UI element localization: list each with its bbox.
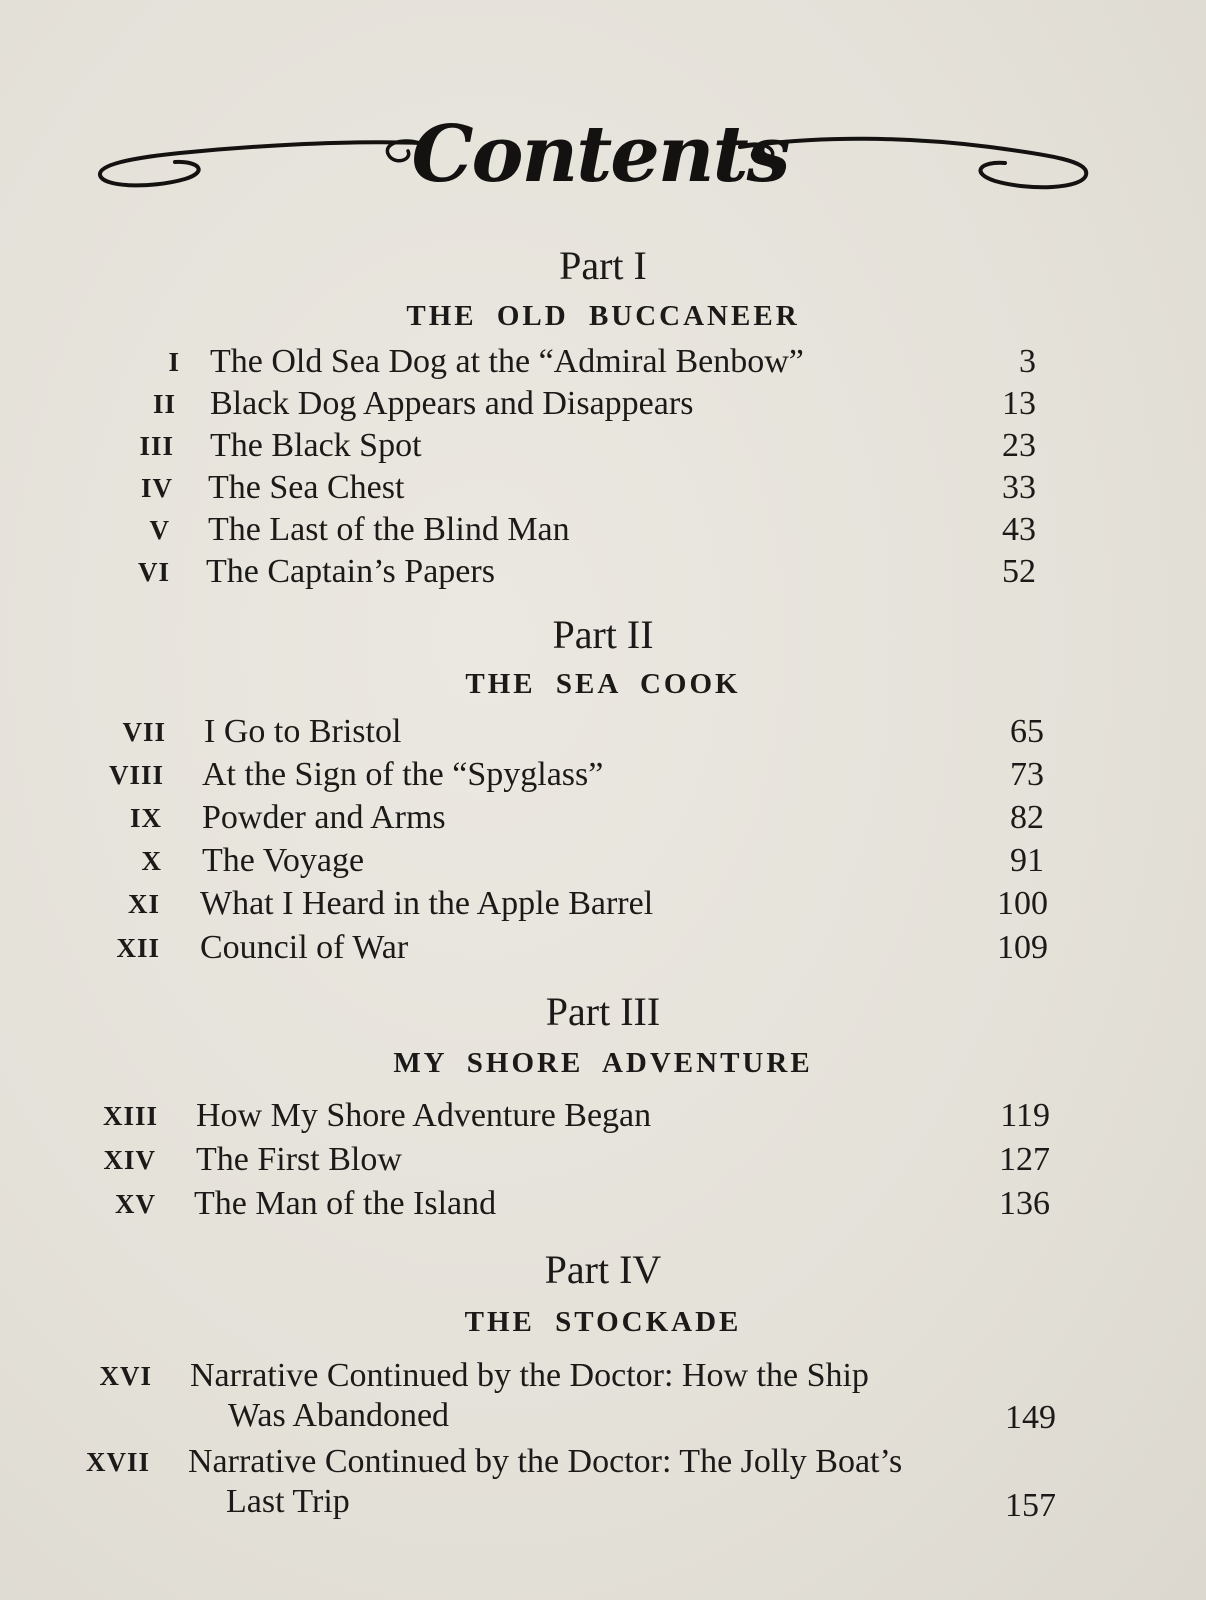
chapter-number: IX	[129, 803, 162, 833]
chapter-number: II	[152, 389, 176, 419]
page-number: 3	[1019, 343, 1036, 380]
chapter-title: The Last of the Blind Man	[208, 511, 570, 548]
chapter-title: The Man of the Island	[194, 1185, 497, 1222]
page-number: 33	[1002, 469, 1036, 506]
toc-entry[interactable]	[0, 839, 1206, 883]
chapter-title: Council of War	[200, 929, 409, 966]
toc-entry[interactable]	[0, 340, 1206, 384]
chapter-title: Black Dog Appears and Disappears	[210, 385, 694, 422]
chapter-number: IV	[140, 473, 173, 503]
chapter-number: X	[141, 846, 162, 876]
chapter-number: XVI	[99, 1361, 152, 1391]
part-title: Part IV	[544, 1247, 662, 1292]
toc-entry[interactable]	[0, 882, 1206, 926]
chapter-title: At the Sign of the “Spyglass”	[202, 756, 604, 793]
toc-entry[interactable]	[0, 753, 1206, 797]
page-number: 91	[1010, 842, 1044, 879]
contents-heading	[90, 95, 1110, 215]
chapter-title: Powder and Arms	[202, 799, 446, 836]
part-title: Part I	[559, 243, 647, 288]
page-number: 149	[1005, 1399, 1056, 1436]
page-number: 100	[997, 885, 1048, 922]
chapter-number: III	[139, 431, 174, 461]
toc-entry[interactable]	[0, 550, 1206, 594]
chapter-title-continued: Was Abandoned	[228, 1397, 450, 1434]
chapter-title: The Captain’s Papers	[206, 553, 495, 590]
chapter-title: How My Shore Adventure Began	[196, 1097, 652, 1134]
page-number: 119	[1000, 1097, 1050, 1134]
chapter-number: VIII	[108, 760, 164, 790]
chapter-title: The Old Sea Dog at the “Admiral Benbow”	[210, 343, 804, 380]
toc-entry[interactable]	[0, 1138, 1206, 1182]
page-number: 136	[999, 1185, 1050, 1222]
toc-entry[interactable]	[0, 1354, 1206, 1438]
chapter-number: XIV	[103, 1145, 156, 1175]
page-number: 157	[1005, 1487, 1056, 1524]
chapter-number: XI	[127, 889, 160, 919]
part-title: Part II	[552, 612, 654, 657]
chapter-title: Narrative Continued by the Doctor: How the Ship	[190, 1357, 869, 1394]
page-number: 65	[1010, 713, 1044, 750]
chapter-title: Narrative Continued by the Doctor: The Jolly Boat’s	[188, 1443, 903, 1480]
toc-entry[interactable]	[0, 1440, 1206, 1524]
chapter-number: V	[149, 515, 170, 545]
toc-entry[interactable]	[0, 1094, 1206, 1138]
page-number: 127	[999, 1141, 1050, 1178]
chapter-number: I	[168, 347, 180, 377]
page-number: 13	[1002, 385, 1036, 422]
chapter-title: The Voyage	[202, 842, 365, 879]
toc-entry[interactable]	[0, 1182, 1206, 1226]
chapter-title: I Go to Bristol	[204, 713, 402, 750]
chapter-title: What I Heard in the Apple Barrel	[200, 885, 654, 922]
toc-entry[interactable]	[0, 508, 1206, 552]
page-number: 43	[1002, 511, 1036, 548]
contents-title: Contents	[411, 109, 789, 200]
chapter-number: VI	[137, 557, 170, 587]
page-number: 52	[1002, 553, 1036, 590]
chapter-title: The First Blow	[196, 1141, 402, 1178]
page-number: 109	[997, 929, 1048, 966]
part-subtitle: THE OLD BUCCANEER	[406, 300, 800, 332]
toc-entry[interactable]	[0, 926, 1206, 970]
page-number: 82	[1010, 799, 1044, 836]
part-subtitle: MY SHORE ADVENTURE	[393, 1047, 813, 1079]
part-title: Part III	[545, 989, 661, 1034]
toc-entry[interactable]	[0, 466, 1206, 510]
chapter-title: The Sea Chest	[208, 469, 405, 506]
chapter-number: XII	[116, 933, 160, 963]
toc-entry[interactable]	[0, 796, 1206, 840]
page-number: 73	[1010, 756, 1044, 793]
chapter-number: XVII	[85, 1447, 150, 1477]
chapter-title-continued: Last Trip	[226, 1483, 350, 1520]
chapter-title: The Black Spot	[210, 427, 422, 464]
toc-entry[interactable]	[0, 382, 1206, 426]
part-subtitle: THE STOCKADE	[464, 1306, 742, 1338]
chapter-number: XV	[115, 1189, 156, 1219]
toc-entry[interactable]	[0, 424, 1206, 468]
chapter-number: VII	[122, 717, 166, 747]
page-number: 23	[1002, 427, 1036, 464]
chapter-number: XIII	[102, 1101, 158, 1131]
part-subtitle: THE SEA COOK	[465, 668, 741, 700]
toc-entry[interactable]	[0, 710, 1206, 754]
